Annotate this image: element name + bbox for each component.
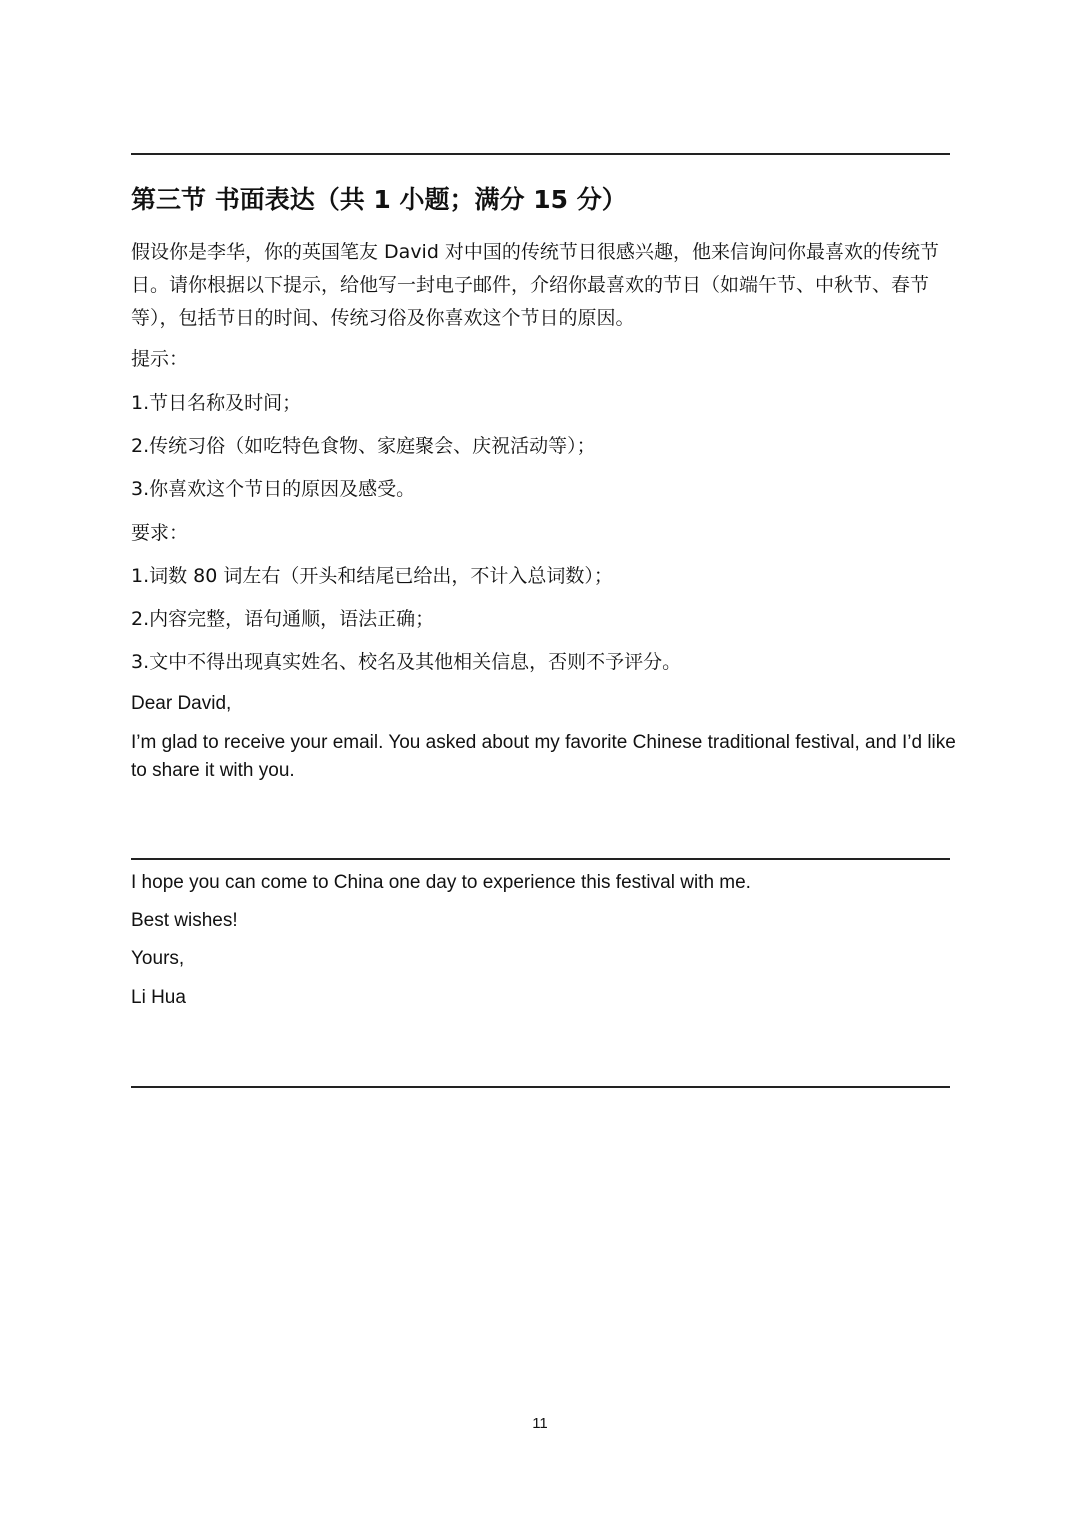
requirement-item-2: 2.内容完整，语句通顺，语法正确；	[131, 608, 435, 630]
letter-greeting: Dear David,	[131, 693, 232, 714]
top-divider	[131, 153, 950, 155]
section-title: 第三节 书面表达（共 1 小题；满分 15 分）	[131, 185, 627, 214]
requirement-item-3: 3.文中不得出现真实姓名、校名及其他相关信息，否则不予评分。	[131, 651, 682, 673]
hint-item-3: 3.你喜欢这个节日的原因及感受。	[131, 478, 416, 500]
prompt-paragraph: 假设你是李华，你的英国笔友 David 对中国的传统节日很感兴趣，他来信询问你最喜欢的传统节日。请你根据以下提示，给他写一封电子邮件，介绍你最喜欢的节日（如端午节、中秋节、春节等），包括节日的时间、传统习俗及你喜欢这个节日的原因。	[131, 241, 939, 329]
letter-opening: I’m glad to receive your email. You asked about my favorite Chinese traditional festival, and I’d like to share it with you.	[131, 732, 956, 781]
requirements-label: 要求：	[131, 522, 189, 544]
letter-name: Li Hua	[131, 987, 186, 1008]
answer-line-1	[131, 858, 950, 860]
page-number: 11	[532, 1415, 548, 1432]
letter-closing: I hope you can come to China one day to experience this festival with me.	[131, 872, 751, 893]
answer-line-2	[131, 1086, 950, 1088]
requirement-item-1: 1.词数 80 词左右（开头和结尾已给出，不计入总词数）；	[131, 565, 613, 587]
hints-label: 提示：	[131, 348, 189, 370]
letter-signoff: Yours,	[131, 948, 185, 969]
letter-wishes: Best wishes!	[131, 910, 238, 931]
hint-item-1: 1.节日名称及时间；	[131, 392, 302, 414]
hint-item-2: 2.传统习俗（如吃特色食物、家庭聚会、庆祝活动等）；	[131, 435, 596, 457]
